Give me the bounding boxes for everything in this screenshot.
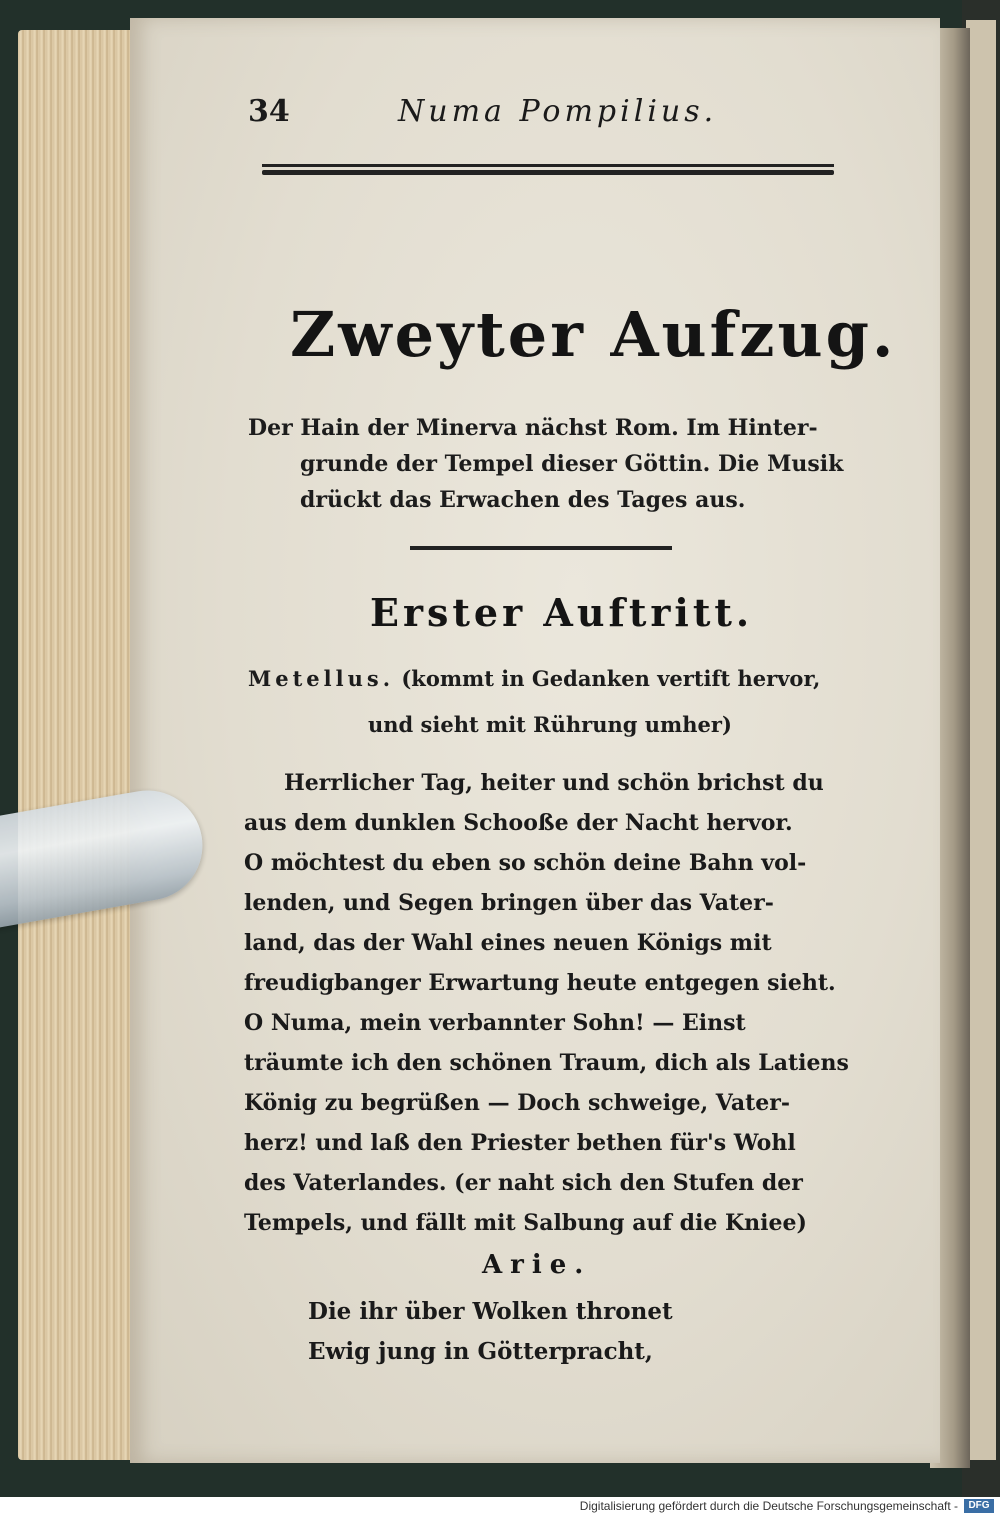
speech-line: freudigbanger Erwartung heute entgegen sieht.	[244, 970, 836, 996]
page-header	[248, 94, 808, 144]
setting-line: Der Hain der Minerva nächst Rom. Im Hinter-	[248, 415, 818, 441]
speaker-name: Metellus.	[248, 666, 395, 691]
speech-line: aus dem dunklen Schooße der Nacht hervor.	[244, 810, 793, 836]
speech-line: Herrlicher Tag, heiter und schön brichst du	[284, 770, 824, 796]
speech-line: träumte ich den schönen Traum, dich als Latiens	[244, 1050, 849, 1076]
verse-line: Ewig jung in Götterpracht,	[308, 1338, 653, 1365]
header-rule	[262, 164, 834, 178]
page-number: 34	[248, 94, 290, 129]
speech-line: des Vaterlandes. (er naht sich den Stufen der	[244, 1170, 803, 1196]
speech-line: land, das der Wahl eines neuen Königs mit	[244, 930, 772, 956]
dfg-logo: DFG	[964, 1499, 994, 1513]
speech-line: O Numa, mein verbannter Sohn! — Einst	[244, 1010, 746, 1036]
direction-line: und sieht mit Rührung umher)	[368, 712, 732, 737]
running-head: Numa Pompilius.	[398, 94, 718, 129]
speech-line: Tempels, und fällt mit Salbung auf die Kniee)	[244, 1210, 807, 1236]
act-title: Zweyter Aufzug.	[290, 298, 897, 371]
verse-line: Die ihr über Wolken thronet	[308, 1298, 673, 1325]
section-rule	[410, 546, 672, 550]
book-page	[130, 18, 940, 1463]
speech-line: herz! und laß den Priester bethen für's Wohl	[244, 1130, 796, 1156]
speech-line: O möchtest du eben so schön deine Bahn vol-	[244, 850, 807, 876]
digitization-credit: Digitalisierung gefördert durch die Deutsche Forschungsgemeinschaft -	[579, 1499, 958, 1513]
speech-line: lenden, und Segen bringen über das Vater-	[244, 890, 774, 916]
setting-line: drückt das Erwachen des Tages aus.	[300, 487, 746, 513]
scene-title: Erster Auftritt.	[370, 590, 754, 635]
direction-line: (kommt in Gedanken vertift hervor,	[401, 666, 821, 691]
setting-line: grunde der Tempel dieser Göttin. Die Musik	[300, 451, 844, 477]
aria-title: Arie.	[482, 1250, 592, 1280]
speech-line: König zu begrüßen — Doch schweige, Vater-	[244, 1090, 790, 1116]
footer-bar	[0, 1497, 1000, 1516]
